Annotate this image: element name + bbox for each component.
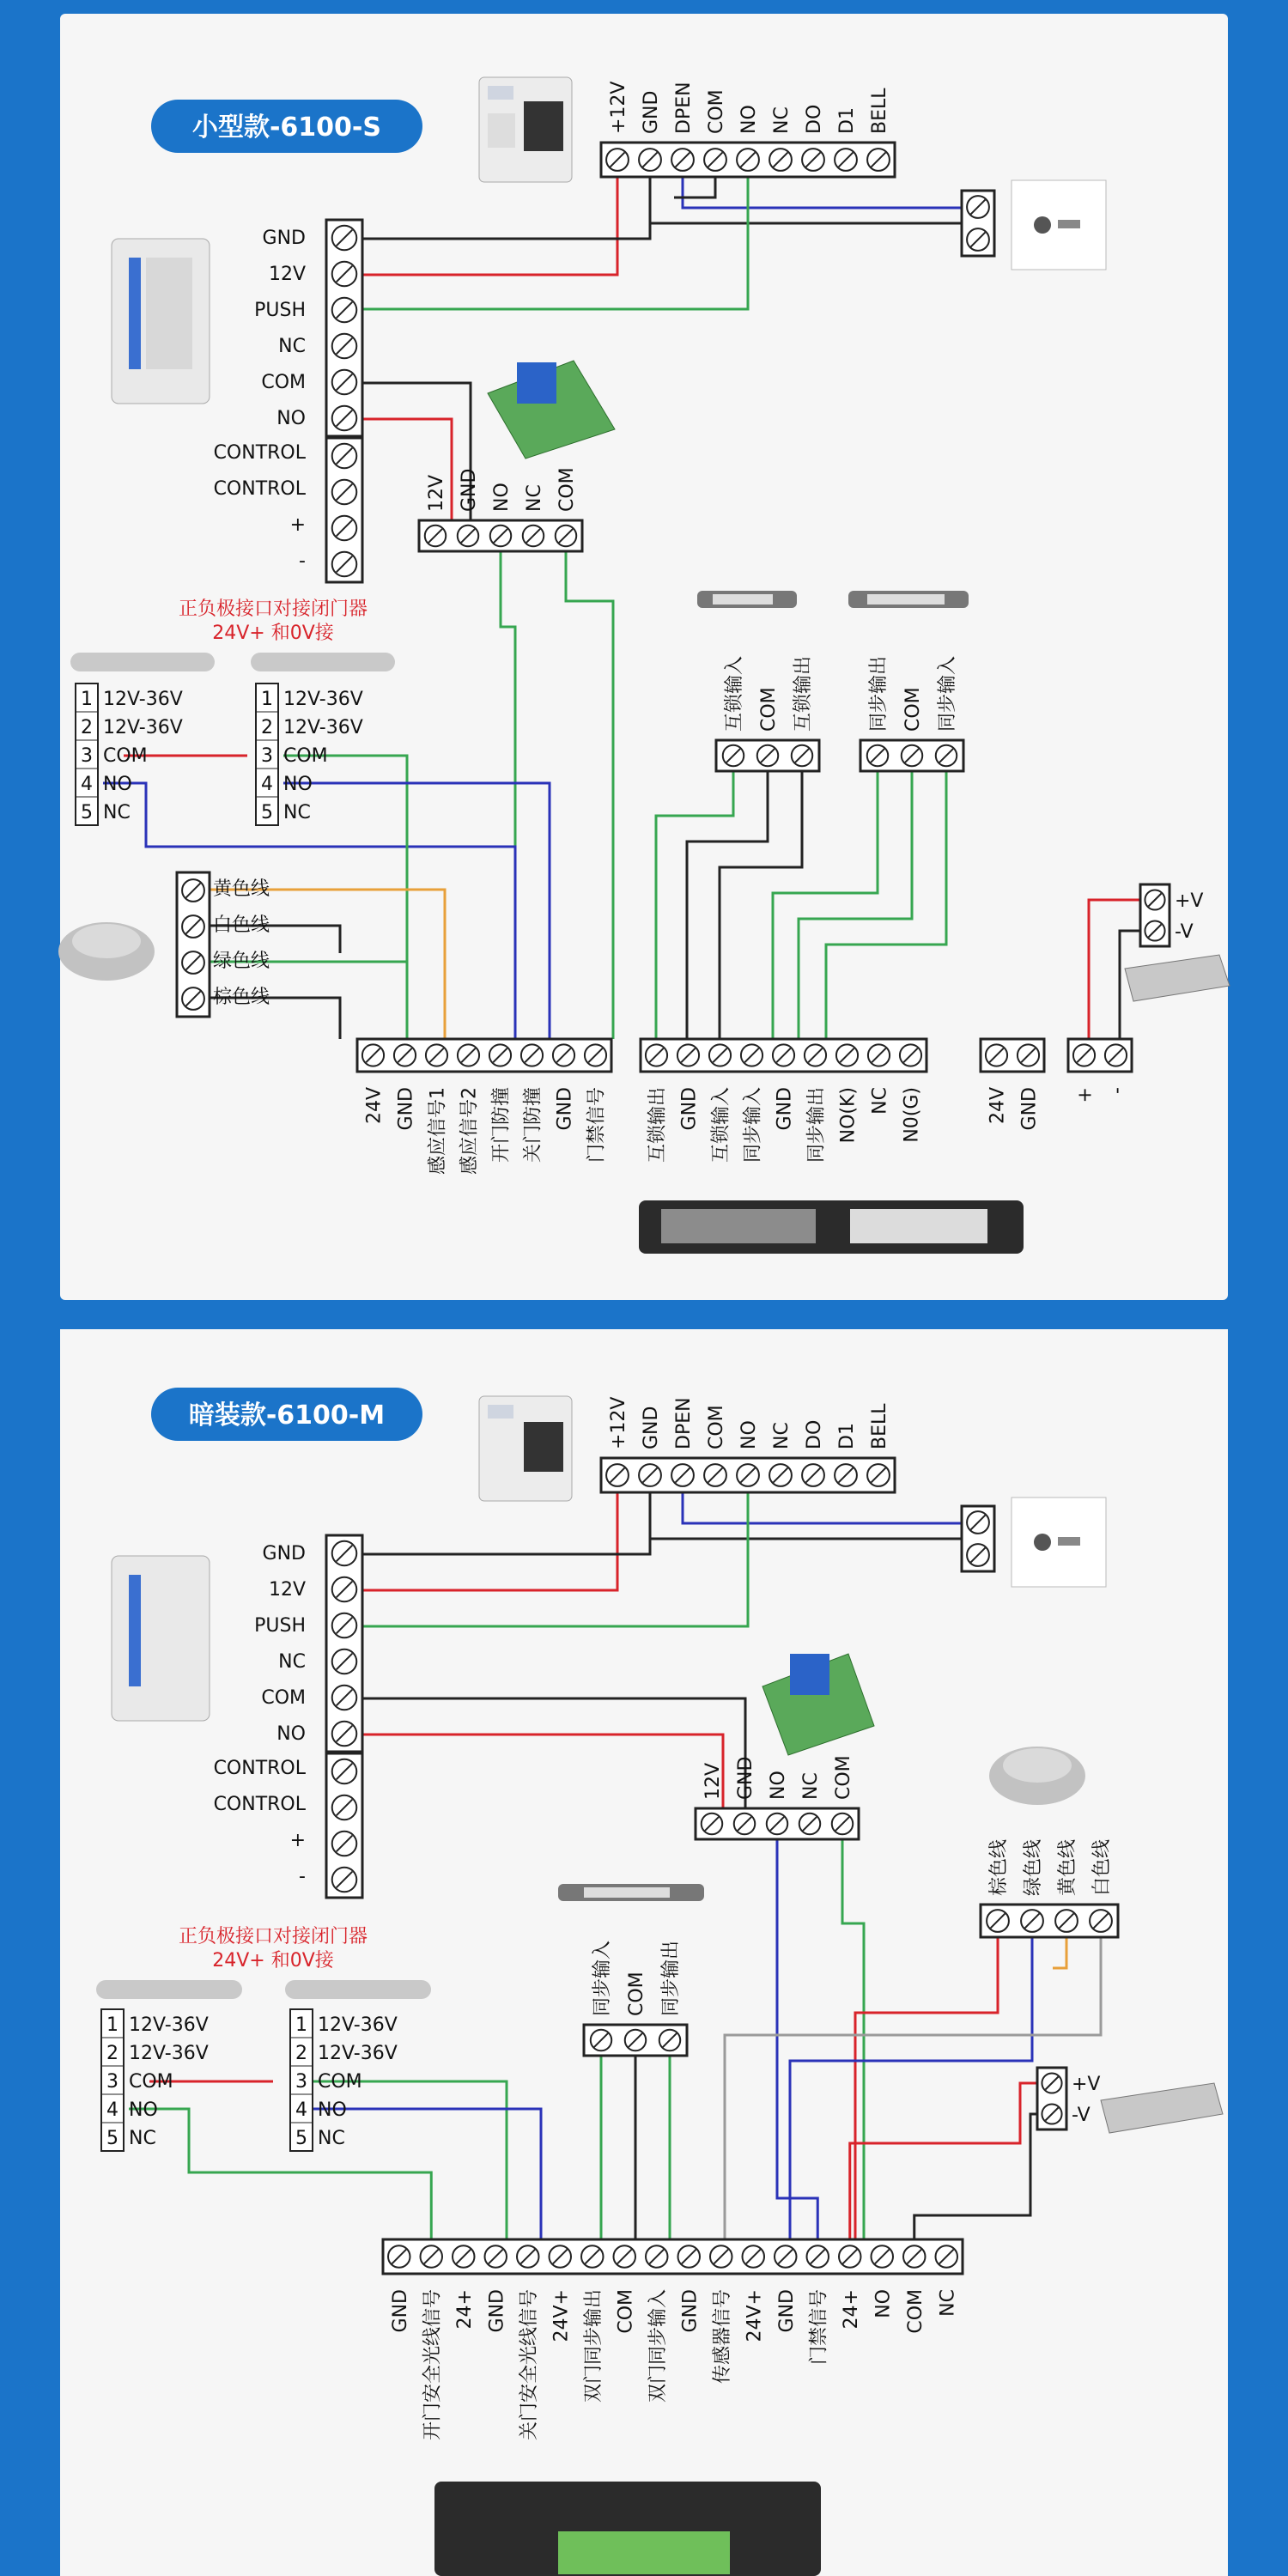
- terminal-screw: [903, 2245, 926, 2268]
- terminal-screw: [835, 149, 857, 171]
- detector-image-bottom: [989, 1747, 1085, 1805]
- lock-plus-label-bottom: +V: [1072, 2074, 1101, 2095]
- terminal-screw: [1073, 1044, 1095, 1066]
- terminal-screw: [332, 552, 357, 577]
- sensor-pin-label: 12V-36V: [318, 2014, 398, 2036]
- controller-pin-label-bottom: 双门同步输出: [582, 2289, 605, 2403]
- sensor-pin-label: NC: [318, 2128, 345, 2149]
- psu-pin-label-bottom: GND: [262, 1543, 306, 1564]
- psu-control-label-bottom: +: [289, 1830, 306, 1851]
- controller-pin-label: GND: [395, 1087, 417, 1131]
- terminal-screw: [490, 526, 511, 546]
- sensor-pin-label: NC: [283, 802, 311, 823]
- terminal-screw: [332, 1613, 357, 1638]
- keypad-pin-label: COM: [706, 89, 727, 134]
- psu-control-label: -: [299, 550, 306, 572]
- psu-control-label-bottom: -: [299, 1866, 306, 1887]
- controller-pin-label: 同步输入: [742, 1087, 764, 1163]
- terminal-screw: [332, 1868, 357, 1893]
- detector-wire-label-bottom: 绿色线: [1023, 1838, 1044, 1896]
- controller-pin-label-bottom: 双门同步输入: [647, 2289, 669, 2403]
- terminal-screw: [332, 516, 357, 541]
- sensor-pin-number: 4: [295, 2099, 307, 2121]
- psu-pin-label: COM: [261, 372, 306, 393]
- terminal-screw: [936, 745, 957, 766]
- lock-plus-label: +V: [1175, 890, 1204, 912]
- terminal-screw: [182, 987, 204, 1010]
- terminal-screw: [332, 1577, 357, 1602]
- keypad-pin-label: +12V: [608, 81, 629, 134]
- psu-control-label: CONTROL: [213, 442, 306, 464]
- terminal-screw: [332, 1759, 357, 1784]
- terminal-screw: [807, 2245, 829, 2268]
- terminal-screw: [332, 406, 357, 431]
- terminal-screw: [550, 2245, 572, 2268]
- sensor-bar-top-right: [251, 653, 395, 671]
- keypad-pin-label: NC: [771, 106, 793, 134]
- title-badge-top: [151, 100, 422, 153]
- relay-pin-label: GND: [459, 468, 480, 512]
- title-top: 小型款-6100-S: [191, 112, 382, 143]
- psu-control-label-bottom: CONTROL: [213, 1794, 306, 1815]
- closer-note-bottom: 正负极接口对接闭门器: [178, 1926, 368, 1947]
- sensor-pin-number: 3: [261, 745, 273, 767]
- sensor-pin-label: NO: [129, 2099, 158, 2121]
- terminal-screw: [425, 526, 446, 546]
- terminal-screw: [737, 1464, 759, 1486]
- terminal-screw: [986, 1044, 1007, 1066]
- sensor-pin-label: NO: [318, 2099, 347, 2121]
- terminal-screw: [799, 1814, 820, 1834]
- controller-pin-label-bottom: 24+: [453, 2289, 476, 2330]
- terminal-screw: [332, 444, 357, 469]
- terminal-screw: [709, 1044, 731, 1066]
- sensor-pin-number: 2: [295, 2043, 307, 2064]
- sensor-pin-label: 12V-36V: [129, 2014, 209, 2036]
- sensor-pin-label: 12V-36V: [283, 689, 363, 710]
- psu-pin-label-bottom: PUSH: [254, 1615, 306, 1637]
- terminal-screw: [332, 1541, 357, 1566]
- terminal-screw: [737, 149, 759, 171]
- detector-wire-label: 棕色线: [213, 987, 270, 1008]
- terminal-screw: [967, 1544, 989, 1566]
- sensor-pin-number: 2: [261, 717, 273, 738]
- sensor-pin-number: 5: [81, 802, 93, 823]
- sensor-bar-top-left: [70, 653, 215, 671]
- sensor-pin-number: 3: [81, 745, 93, 767]
- terminal-screw: [332, 262, 357, 287]
- detector-wire-label: 黄色线: [213, 878, 270, 900]
- terminal-screw: [639, 1464, 661, 1486]
- sensor-bar-bottom-left: [96, 1980, 242, 1999]
- closer-note: 正负极接口对接闭门器: [178, 598, 368, 620]
- controller-pin-label: 感应信号2: [459, 1087, 481, 1175]
- terminal-screw: [394, 1044, 416, 1066]
- sensor-pin-number: 2: [106, 2043, 118, 2064]
- terminal-screw: [902, 745, 922, 766]
- sensor-pin-label: COM: [129, 2071, 173, 2093]
- terminal-screw: [1105, 1044, 1127, 1066]
- terminal-screw: [606, 149, 629, 171]
- sensor-pin-number: 1: [81, 689, 93, 710]
- title-bottom: 暗装款-6100-M: [188, 1400, 386, 1431]
- controller-pin-label-bottom: COM: [615, 2289, 637, 2334]
- controller-pin-label-bottom: NO: [872, 2289, 895, 2318]
- relay-pin-label: NC: [524, 484, 545, 512]
- terminal-screw: [182, 879, 204, 902]
- keypad-pin-label: NO: [738, 105, 760, 134]
- terminal-screw: [836, 1044, 858, 1066]
- lock-minus-label: -V: [1175, 921, 1194, 943]
- keypad-pin-label: GND: [641, 90, 662, 134]
- terminal-screw: [1055, 1910, 1078, 1932]
- terminal-screw: [606, 1464, 629, 1486]
- sync-pin-label: 同步输出: [868, 655, 890, 732]
- sensor-pin-label: NO: [103, 774, 132, 795]
- controller-pin-label-bottom: 传感器信号: [711, 2289, 733, 2385]
- controller-pin-label: GND: [774, 1087, 796, 1131]
- detector-wire-label-bottom: 棕色线: [988, 1838, 1010, 1896]
- terminal-screw: [769, 149, 792, 171]
- lock-image-top-b: [848, 591, 969, 608]
- sensor-pin-label: 12V-36V: [103, 717, 183, 738]
- psu-pin-label-bottom: COM: [261, 1687, 306, 1709]
- sensor-pin-number: 2: [81, 717, 93, 738]
- terminal-screw: [659, 2030, 680, 2050]
- controller-pin-label: 开门防撞: [490, 1087, 513, 1163]
- controller-pin-label: 关门防撞: [522, 1087, 544, 1163]
- sensor-pin-number: 3: [106, 2071, 118, 2093]
- terminal-screw: [625, 2030, 646, 2050]
- psu-pin-label-bottom: NC: [278, 1651, 306, 1673]
- sync-pin-label: 同步输入: [937, 655, 958, 732]
- controller-pin-label: 门禁信号: [586, 1087, 608, 1163]
- terminal-screw: [332, 1649, 357, 1674]
- terminal-screw: [332, 1722, 357, 1747]
- terminal-screw: [767, 1814, 787, 1834]
- relay-pin-label: 12V: [426, 474, 447, 512]
- terminal-screw: [678, 2245, 701, 2268]
- terminal-screw: [757, 745, 778, 766]
- sensor-pin-label: NC: [103, 802, 131, 823]
- controller-pin-label-bottom: 门禁信号: [808, 2289, 830, 2366]
- sensor-pin-number: 1: [106, 2014, 118, 2036]
- terminal-screw: [521, 1044, 543, 1066]
- controller-pin-label: -: [1106, 1087, 1128, 1094]
- controller-pin-label: N0(G): [901, 1087, 923, 1143]
- terminal-screw: [802, 149, 824, 171]
- sensor-pin-number: 5: [261, 802, 273, 823]
- terminal-screw: [1021, 1910, 1043, 1932]
- terminal-screw: [332, 226, 357, 251]
- sync-pin-label-bottom: 同步输出: [660, 1940, 682, 2016]
- exit-button-device: [1012, 180, 1106, 270]
- exit-button-device-bottom: [1012, 1498, 1106, 1587]
- keypad-pin-label: DPEN: [673, 82, 695, 134]
- sensor-pin-label: NO: [283, 774, 313, 795]
- terminal-screw: [872, 2245, 894, 2268]
- psu-terminal-block-bottom: [326, 1535, 362, 1752]
- terminal-screw: [734, 1814, 755, 1834]
- controller-pin-label-bottom: 开门安全光线信号: [422, 2289, 444, 2441]
- psu-control-label: +: [289, 514, 306, 536]
- sensor-pin-label: COM: [103, 745, 148, 767]
- lock-image-bottom: [558, 1884, 704, 1901]
- terminal-screw: [646, 1044, 667, 1066]
- psu-pin-label: GND: [262, 228, 306, 249]
- terminal-screw: [1090, 1910, 1112, 1932]
- relay-pin-label: NO: [491, 483, 513, 512]
- terminal-screw: [839, 2245, 861, 2268]
- psu-pin-label: NC: [278, 336, 306, 357]
- controller-pin-label: 24V: [987, 1087, 1009, 1125]
- terminal-screw: [1018, 1044, 1039, 1066]
- terminal-screw: [900, 1044, 921, 1066]
- controller-pin-label: +: [1074, 1087, 1097, 1103]
- terminal-screw: [704, 1464, 726, 1486]
- terminal-screw: [458, 1044, 479, 1066]
- terminal-screw: [332, 480, 357, 505]
- relay-pin-label-bottom: COM: [833, 1755, 854, 1800]
- detector-wire-label: 白色线: [213, 914, 270, 936]
- terminal-screw: [614, 2245, 636, 2268]
- psu-pin-label-bottom: 12V: [268, 1579, 306, 1601]
- sensor-pin-label: 12V-36V: [129, 2043, 209, 2064]
- sensor-pin-label: NC: [129, 2128, 156, 2149]
- terminal-screw: [182, 951, 204, 974]
- psu-control-label: CONTROL: [213, 478, 306, 500]
- sensor-bar-bottom-right: [285, 1980, 431, 1999]
- relay-pin-label-bottom: 12V: [702, 1762, 724, 1800]
- terminal-screw: [332, 1686, 357, 1710]
- terminal-screw: [485, 2245, 507, 2268]
- keypad-pin-label-bottom: COM: [706, 1405, 727, 1449]
- closer-note-voltage-bottom: 24V+ 和0V接: [212, 1950, 334, 1971]
- terminal-screw: [792, 745, 812, 766]
- keypad-pin-label-bottom: DPEN: [673, 1397, 695, 1449]
- controller-pin-label: NC: [869, 1087, 891, 1115]
- keypad-pin-label-bottom: GND: [641, 1406, 662, 1449]
- terminal-screw: [967, 196, 989, 218]
- psu-terminal-block: [326, 220, 362, 436]
- terminal-screw: [332, 1832, 357, 1856]
- terminal-screw: [332, 298, 357, 323]
- psu-pin-label: 12V: [268, 264, 306, 285]
- keypad-pin-label: DO: [804, 104, 825, 134]
- keypad-pin-label: BELL: [869, 88, 890, 134]
- sensor-pin-label: COM: [283, 745, 328, 767]
- terminal-screw: [773, 1044, 794, 1066]
- interlock-pin-label: COM: [758, 687, 780, 732]
- keypad-pin-label-bottom: NC: [771, 1422, 793, 1449]
- controller-pin-label: 互锁输入: [710, 1087, 732, 1163]
- access-keypad-device-bottom: [479, 1396, 572, 1501]
- terminal-screw: [332, 1795, 357, 1820]
- controller-pin-label-bottom: COM: [904, 2289, 927, 2334]
- terminal-screw: [1145, 890, 1164, 909]
- detector-wire-label: 绿色线: [213, 951, 270, 972]
- terminal-screw: [769, 1464, 792, 1486]
- terminal-screw: [1042, 2104, 1061, 2123]
- terminal-screw: [553, 1044, 574, 1066]
- terminal-screw: [867, 1464, 890, 1486]
- controller-pin-label: GND: [554, 1087, 576, 1131]
- keypad-pin-label-bottom: NO: [738, 1420, 760, 1449]
- relay-pin-label: COM: [556, 467, 578, 512]
- controller-pin-label: 同步输出: [805, 1087, 828, 1163]
- keypad-pin-label-bottom: BELL: [869, 1403, 890, 1449]
- terminal-screw: [591, 2030, 611, 2050]
- controller-pin-label-bottom: 24+: [840, 2289, 862, 2330]
- relay-pin-label-bottom: GND: [735, 1756, 756, 1800]
- terminal-screw: [523, 526, 544, 546]
- terminal-screw: [967, 228, 989, 251]
- terminal-screw: [671, 149, 694, 171]
- terminal-screw: [639, 149, 661, 171]
- terminal-screw: [421, 2245, 443, 2268]
- terminal-screw: [453, 2245, 475, 2268]
- sync-pin-label-bottom: 同步输入: [592, 1940, 613, 2016]
- keypad-pin-label-bottom: +12V: [608, 1396, 629, 1449]
- relay-pin-label-bottom: NC: [800, 1772, 822, 1800]
- interlock-pin-label: 互锁输出: [793, 655, 814, 732]
- sensor-pin-label: COM: [318, 2071, 362, 2093]
- terminal-screw: [723, 745, 744, 766]
- terminal-screw: [987, 1910, 1009, 1932]
- controller-pin-label: 感应信号1: [427, 1087, 449, 1175]
- sensor-pin-number: 1: [295, 2014, 307, 2036]
- sensor-pin-number: 1: [261, 689, 273, 710]
- detector-wire-label-bottom: 黄色线: [1057, 1838, 1078, 1896]
- terminal-screw: [741, 1044, 762, 1066]
- terminal-screw: [967, 1511, 989, 1534]
- sensor-pin-number: 5: [106, 2128, 118, 2149]
- terminal-screw: [867, 149, 890, 171]
- controller-pin-label: GND: [678, 1087, 701, 1131]
- terminal-screw: [426, 1044, 447, 1066]
- sensor-pin-number: 4: [261, 774, 273, 795]
- terminal-screw: [702, 1814, 722, 1834]
- controller-pin-label: GND: [1018, 1087, 1041, 1131]
- controller-pin-label: 互锁输出: [647, 1087, 669, 1163]
- terminal-screw: [743, 2245, 765, 2268]
- detector-image-top: [58, 922, 155, 981]
- psu-pin-label-bottom: NO: [276, 1723, 306, 1745]
- psu-control-label-bottom: CONTROL: [213, 1758, 306, 1779]
- controller-board-bottom: [434, 2482, 821, 2576]
- keypad-pin-label: D1: [836, 107, 858, 134]
- terminal-screw: [489, 1044, 511, 1066]
- terminal-screw: [388, 2245, 410, 2268]
- terminal-screw: [585, 1044, 606, 1066]
- terminal-screw: [677, 1044, 699, 1066]
- sensor-pin-label: 12V-36V: [318, 2043, 398, 2064]
- controller-pin-label-bottom: GND: [775, 2289, 798, 2333]
- power-supply-device-bottom: [112, 1556, 210, 1721]
- keypad-pin-label-bottom: D1: [836, 1423, 858, 1449]
- terminal-screw: [867, 745, 888, 766]
- keypad-pin-label-bottom: DO: [804, 1419, 825, 1449]
- terminal-screw: [936, 2245, 958, 2268]
- terminal-screw: [332, 370, 357, 395]
- controller-pin-label-bottom: GND: [486, 2289, 508, 2333]
- sensor-pin-number: 5: [295, 2128, 307, 2149]
- access-keypad-device: [479, 77, 572, 182]
- closer-note-voltage: 24V+ 和0V接: [212, 623, 334, 644]
- controller-pin-label-bottom: 24V+: [550, 2289, 573, 2342]
- sync-pin-label-bottom: COM: [626, 1971, 647, 2016]
- terminal-screw: [182, 915, 204, 938]
- relay-pin-label-bottom: NO: [768, 1771, 789, 1800]
- terminal-screw: [362, 1044, 384, 1066]
- terminal-screw: [710, 2245, 732, 2268]
- terminal-screw: [671, 1464, 694, 1486]
- psu-pin-label: PUSH: [254, 300, 306, 321]
- controller-pin-label: 24V: [363, 1087, 386, 1125]
- terminal-screw: [832, 1814, 853, 1834]
- controller-pin-label-bottom: NC: [937, 2289, 959, 2317]
- terminal-screw: [775, 2245, 797, 2268]
- sensor-pin-number: 4: [81, 774, 93, 795]
- terminal-screw: [1145, 920, 1164, 940]
- terminal-screw: [1042, 2073, 1061, 2093]
- terminal-screw: [704, 149, 726, 171]
- power-supply-device: [112, 239, 210, 404]
- interlock-pin-label: 互锁输入: [724, 655, 745, 732]
- sensor-pin-label: 12V-36V: [283, 717, 363, 738]
- controller-pin-label-bottom: GND: [679, 2289, 702, 2333]
- controller-pin-label-bottom: 24V+: [744, 2289, 766, 2342]
- terminal-screw: [332, 334, 357, 359]
- sync-pin-label: COM: [902, 687, 924, 732]
- psu-pin-label: NO: [276, 408, 306, 429]
- sensor-pin-number: 4: [106, 2099, 118, 2121]
- lock-image-top-a: [697, 591, 797, 608]
- terminal-screw: [805, 1044, 826, 1066]
- lock-minus-label-bottom: -V: [1072, 2105, 1091, 2126]
- detector-wire-label-bottom: 白色线: [1091, 1838, 1113, 1896]
- terminal-screw: [646, 2245, 668, 2268]
- title-badge-bottom: [151, 1388, 422, 1441]
- terminal-screw: [517, 2245, 539, 2268]
- terminal-screw: [835, 1464, 857, 1486]
- controller-pin-label-bottom: GND: [389, 2289, 411, 2333]
- terminal-screw: [556, 526, 576, 546]
- sensor-pin-label: 12V-36V: [103, 689, 183, 710]
- sensor-pin-number: 3: [295, 2071, 307, 2093]
- controller-pin-label: NO(K): [837, 1087, 860, 1144]
- terminal-screw: [868, 1044, 890, 1066]
- terminal-screw: [458, 526, 478, 546]
- controller-board-top: [639, 1200, 1024, 1254]
- controller-pin-label-bottom: 关门安全光线信号: [518, 2289, 540, 2441]
- terminal-screw: [802, 1464, 824, 1486]
- terminal-screw: [581, 2245, 604, 2268]
